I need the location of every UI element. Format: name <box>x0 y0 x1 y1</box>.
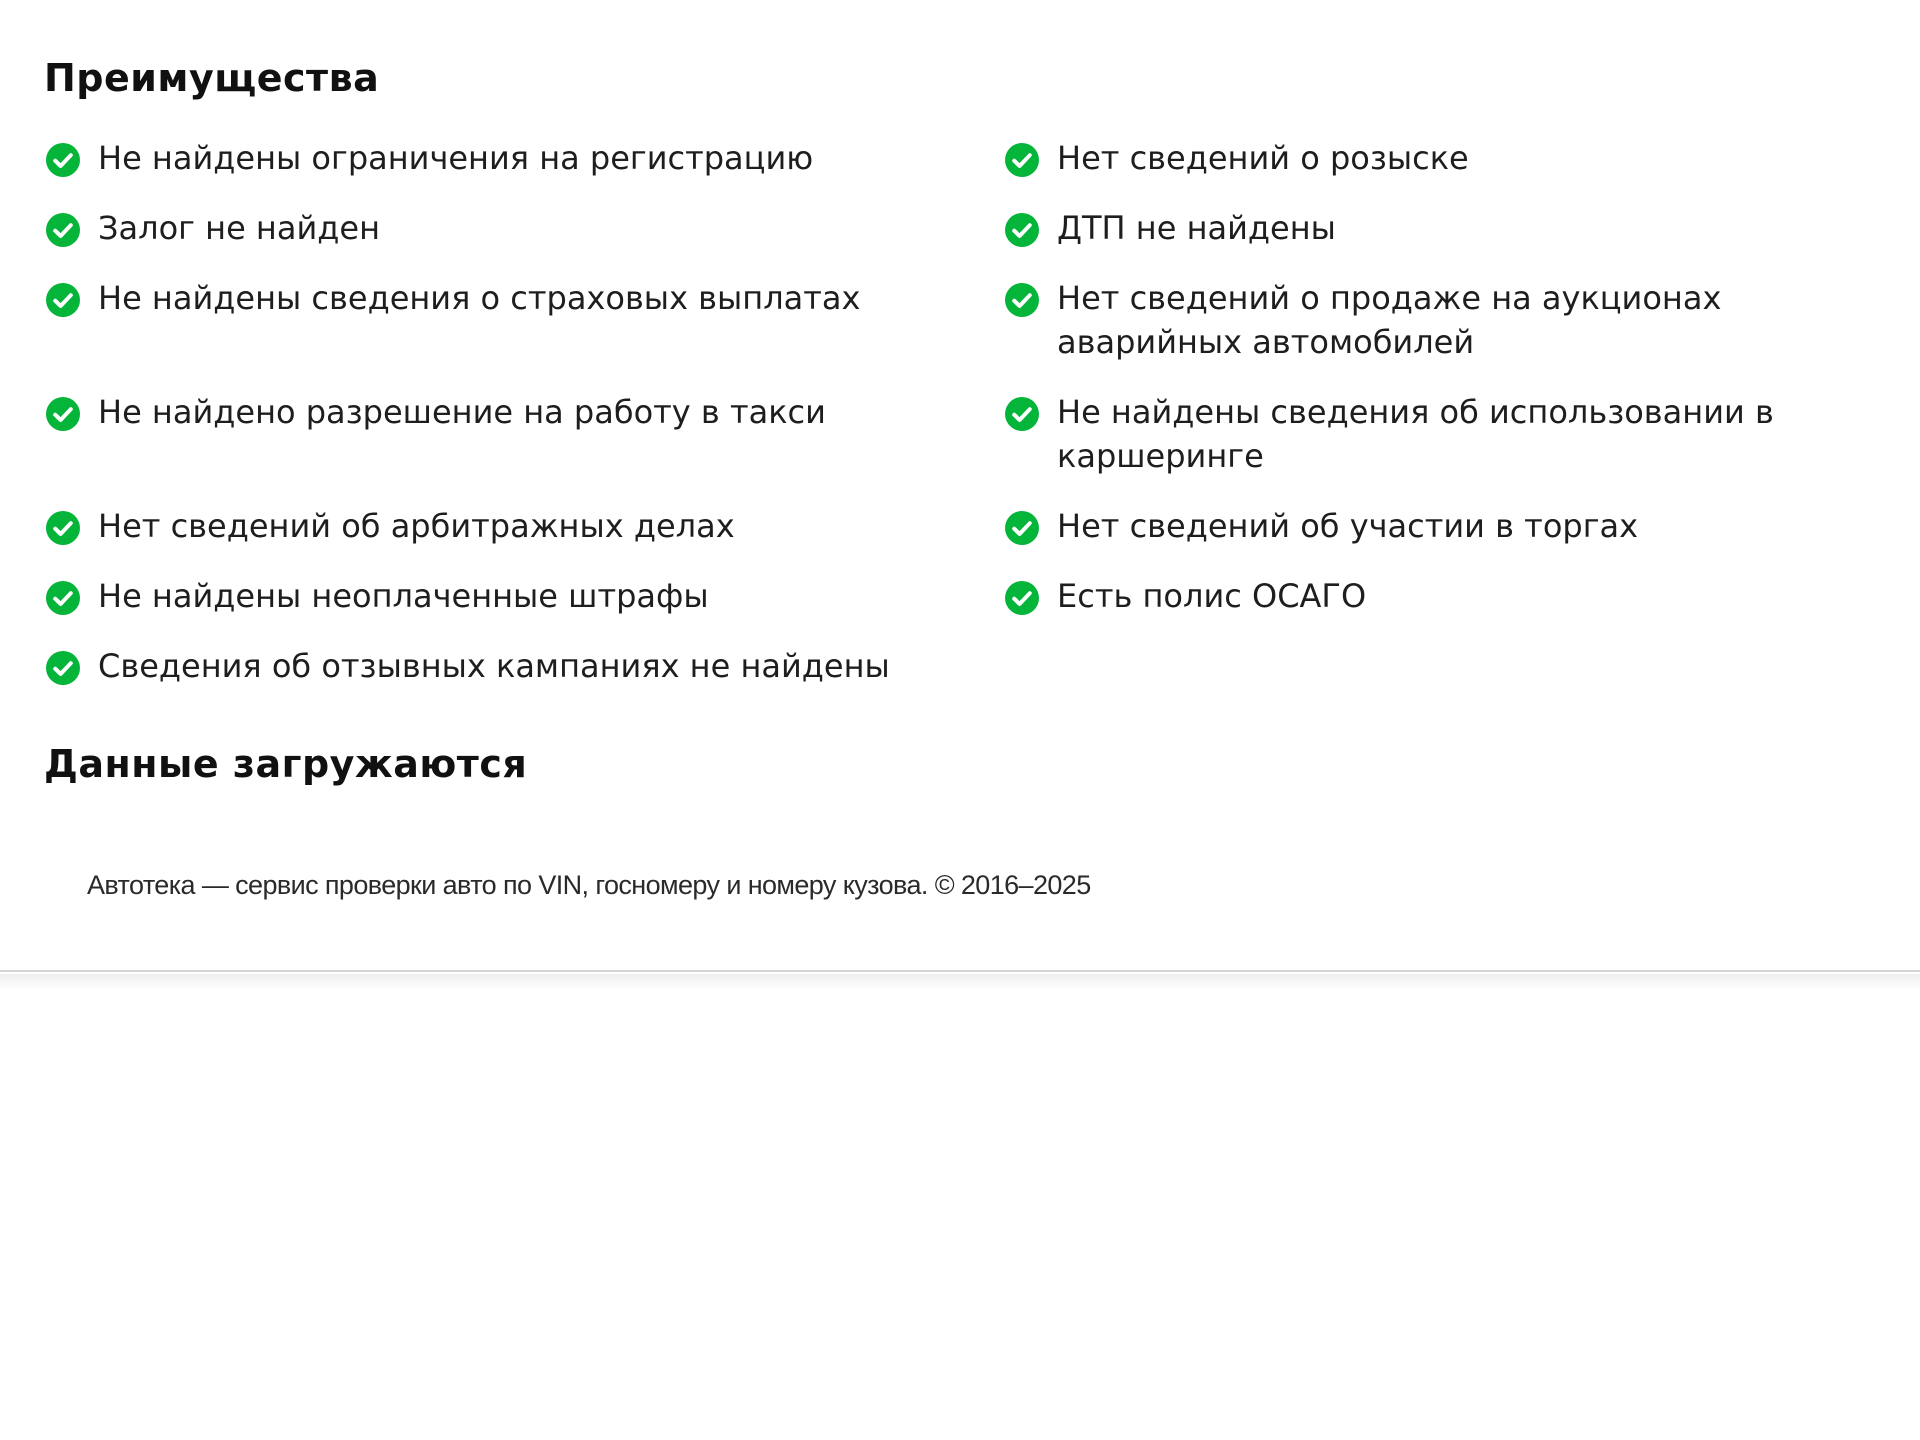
advantage-item <box>44 206 954 250</box>
advantage-label: Нет сведений о продаже на аукционах аварийных автомобилей <box>1057 279 1722 361</box>
check-circle-icon <box>46 143 80 177</box>
check-circle-icon <box>46 651 80 685</box>
advantage-label: Не найдены сведения об использовании в каршеринге <box>1057 393 1774 475</box>
check-circle-icon <box>46 397 80 431</box>
advantage-item <box>44 644 954 688</box>
advantage-label: ДТП не найдены <box>1057 209 1336 247</box>
advantages-list-right <box>1003 136 1913 644</box>
divider-shadow <box>0 974 1920 990</box>
advantage-label: Не найдены ограничения на регистрацию <box>98 139 814 177</box>
check-circle-icon <box>46 511 80 545</box>
advantage-label: Нет сведений об участии в торгах <box>1057 507 1639 545</box>
divider <box>0 970 1920 972</box>
check-circle-icon <box>1005 213 1039 247</box>
advantage-label: Не найдены неоплаченные штрафы <box>98 577 709 615</box>
advantage-item <box>44 574 954 618</box>
advantage-label: Не найдены сведения о страховых выплатах <box>98 279 861 317</box>
advantage-item <box>1003 504 1913 548</box>
advantage-label: Есть полис ОСАГО <box>1057 577 1367 615</box>
check-circle-icon <box>46 283 80 317</box>
check-circle-icon <box>1005 283 1039 317</box>
advantage-item <box>44 504 954 548</box>
advantages-list-left <box>44 136 954 714</box>
footer-copyright: Автотека — сервис проверки авто по VIN, госномеру и номеру кузова. © 2016–2025 <box>87 870 1091 900</box>
loading-title: Данные загружаются <box>44 742 528 786</box>
check-circle-icon <box>46 213 80 247</box>
advantage-item <box>44 390 954 434</box>
check-circle-icon <box>1005 143 1039 177</box>
check-circle-icon <box>1005 581 1039 615</box>
advantage-item <box>1003 136 1913 180</box>
advantage-item <box>1003 574 1913 618</box>
advantage-item <box>1003 206 1913 250</box>
check-circle-icon <box>1005 397 1039 431</box>
advantages-title: Преимущества <box>44 56 380 100</box>
advantage-label: Нет сведений о розыске <box>1057 139 1469 177</box>
advantage-item <box>44 136 954 180</box>
advantage-label: Залог не найден <box>98 209 380 247</box>
advantage-label: Не найдено разрешение на работу в такси <box>98 393 826 431</box>
advantage-label: Сведения об отзывных кампаниях не найдены <box>98 647 890 685</box>
check-circle-icon <box>1005 511 1039 545</box>
advantage-item <box>1003 390 1913 478</box>
check-circle-icon <box>46 581 80 615</box>
advantage-label: Нет сведений об арбитражных делах <box>98 507 735 545</box>
advantage-item <box>1003 276 1913 364</box>
advantage-item <box>44 276 954 320</box>
